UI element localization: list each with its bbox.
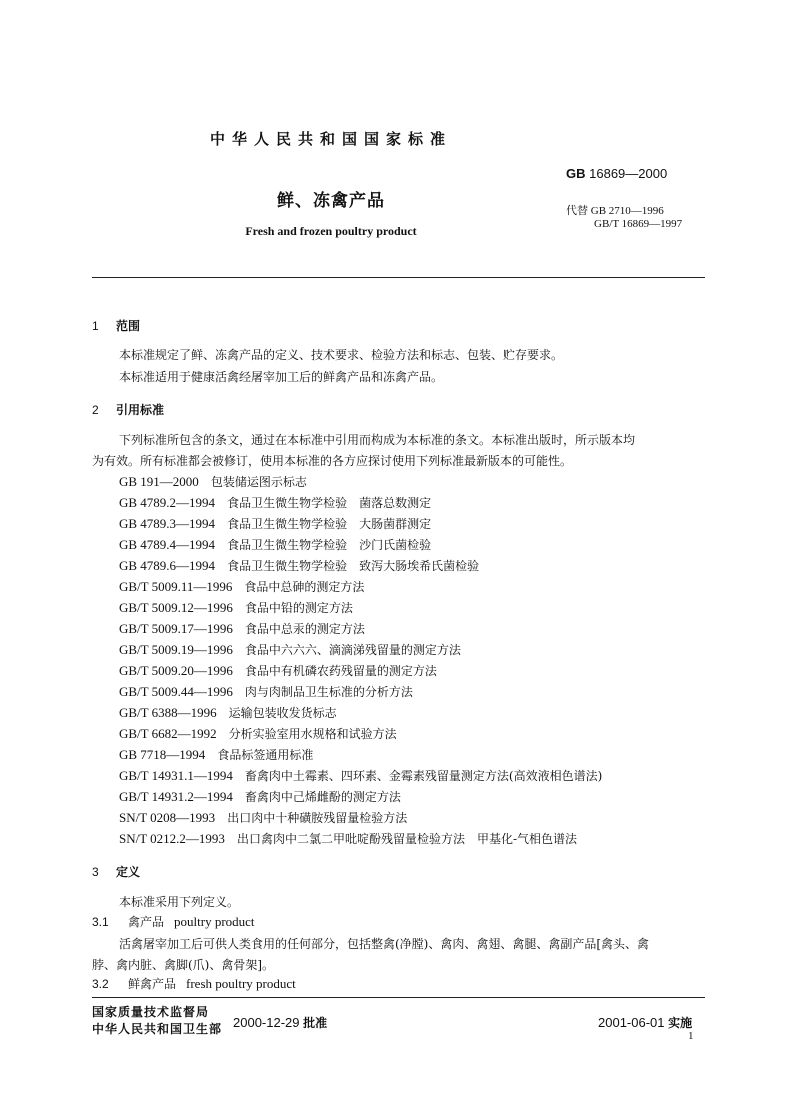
reference-code: GB/T 14931.2—1994: [119, 789, 233, 804]
reference-code: GB 4789.2—1994: [119, 495, 216, 510]
reference-code: SN/T 0212.2—1993: [119, 831, 225, 846]
reference-code: GB/T 6388—1996: [119, 705, 217, 720]
standard-prefix: GB: [566, 166, 586, 181]
reference-item: [119, 746, 313, 763]
definition-heading: [92, 913, 255, 930]
implementation-date: [598, 1014, 692, 1031]
reference-code: GB/T 5009.11—1996: [119, 579, 233, 594]
implementation-label: 实施: [668, 1016, 693, 1030]
section-title: 范围: [116, 319, 141, 333]
reference-title: 食品卫生微生物学检验 致泻大肠埃希氏菌检验: [227, 559, 480, 573]
reference-title: 出口禽肉中二氯二甲吡啶酚残留量检验方法 甲基化-气相色谱法: [236, 832, 577, 846]
definition-term-zh: 禽产品: [128, 915, 165, 929]
reference-item: [119, 494, 431, 511]
approval-date: [233, 1014, 327, 1031]
reference-code: SN/T 0208—1993: [119, 810, 216, 825]
reference-code: GB/T 5009.20—1996: [119, 663, 233, 678]
reference-title: 食品中总汞的测定方法: [244, 622, 365, 636]
definition-number: 3.1: [92, 915, 109, 929]
header-divider: [92, 277, 705, 278]
document-title-en: Fresh and frozen poultry product: [245, 224, 417, 238]
approval-label: 批准: [303, 1016, 328, 1030]
reference-code: GB/T 6682—1992: [119, 726, 217, 741]
reference-code: GB 4789.4—1994: [119, 537, 216, 552]
reference-item: [119, 830, 577, 847]
footer-divider: [92, 997, 705, 998]
replaces-line-1: 代替 GB 2710—1996: [566, 205, 664, 217]
reference-item: [119, 641, 461, 658]
page-number: 1: [688, 1030, 694, 1042]
reference-item: [119, 662, 437, 679]
reference-code: GB/T 5009.19—1996: [119, 642, 233, 657]
reference-title: 畜禽肉中土霉素、四环素、金霉素残留量测定方法(高效液相色谱法): [244, 769, 603, 783]
reference-code: GB 4789.3—1994: [119, 516, 216, 531]
org-line: 国家质量技术监督局: [92, 1005, 210, 1019]
reference-title: 肉与肉制品卫生标准的分析方法: [244, 685, 413, 699]
reference-title: 食品卫生微生物学检验 菌落总数测定: [227, 496, 432, 510]
reference-item: [119, 767, 602, 784]
reference-item: [119, 578, 364, 595]
paragraph-line: 为有效。所有标准都会被修订，使用本标准的各方应探讨使用下列标准最新版本的可能性。: [92, 454, 573, 468]
reference-code: GB 191—2000: [119, 474, 199, 489]
reference-item: [119, 788, 401, 805]
reference-item: [119, 683, 413, 700]
section-heading-references: [92, 401, 164, 418]
implementation-date-value: 2001-06-01: [598, 1015, 665, 1030]
paragraph: 本标准适用于健康活禽经屠宰加工后的鲜禽产品和冻禽产品。: [119, 370, 444, 384]
section-heading-definitions: [92, 863, 140, 880]
reference-code: GB/T 5009.12—1996: [119, 600, 233, 615]
definition-term-en: poultry product: [174, 914, 255, 929]
reference-item: [119, 599, 353, 616]
paragraph-line: 脖、禽内脏、禽脚(爪)、禽骨架]。: [92, 958, 275, 972]
reference-code: GB 4789.6—1994: [119, 558, 216, 573]
reference-title: 食品中铅的测定方法: [244, 601, 353, 615]
reference-item: [119, 557, 479, 574]
reference-item: [119, 620, 365, 637]
paragraph-line: 下列标准所包含的条文，通过在本标准中引用而构成为本标准的条文。本标准出版时，所示版本均: [119, 433, 636, 447]
section-number: 1: [92, 319, 99, 333]
reference-title: 食品标签通用标准: [217, 748, 314, 762]
reference-title: 食品卫生微生物学检验 大肠菌群测定: [227, 517, 432, 531]
definition-term-en: fresh poultry product: [186, 976, 296, 991]
reference-item: [119, 515, 431, 532]
paragraph: 本标准采用下列定义。: [119, 895, 240, 909]
reference-item: [119, 473, 307, 490]
reference-code: GB/T 5009.17—1996: [119, 621, 233, 636]
reference-item: [119, 725, 397, 742]
section-title: 引用标准: [116, 403, 165, 417]
reference-code: GB/T 5009.44—1996: [119, 684, 233, 699]
section-number: 3: [92, 865, 99, 879]
approval-date-value: 2000-12-29: [233, 1015, 300, 1030]
reference-title: 食品卫生微生物学检验 沙门氏菌检验: [227, 538, 432, 552]
reference-title: 食品中有机磷农药残留量的测定方法: [244, 664, 437, 678]
reference-title: 食品中总砷的测定方法: [244, 580, 365, 594]
definition-number: 3.2: [92, 977, 109, 991]
reference-item: [119, 536, 431, 553]
reference-title: 出口肉中十种磺胺残留量检验方法: [227, 811, 408, 825]
reference-item: [119, 809, 407, 826]
section-number: 2: [92, 403, 99, 417]
section-title: 定义: [116, 865, 141, 879]
replaces-line-2: GB/T 16869—1997: [594, 218, 683, 230]
reference-title: 畜禽肉中己烯雌酚的测定方法: [244, 790, 401, 804]
org-line: 中华人民共和国卫生部: [92, 1022, 223, 1036]
reference-title: 分析实验室用水规格和试验方法: [228, 727, 397, 741]
national-standard-heading: 中华人民共和国国家标准: [209, 130, 452, 148]
definition-term-zh: 鲜禽产品: [128, 977, 177, 991]
section-heading-scope: [92, 317, 140, 334]
reference-title: 食品中六六六、滴滴涕残留量的测定方法: [244, 643, 461, 657]
definition-heading: [92, 975, 296, 992]
paragraph: 本标准规定了鲜、冻禽产品的定义、技术要求、检验方法和标志、包装、贮存要求。: [119, 348, 564, 362]
reference-code: GB 7718—1994: [119, 747, 206, 762]
issuing-organizations: [92, 1004, 222, 1038]
standard-number: [566, 166, 667, 181]
reference-code: GB/T 14931.1—1994: [119, 768, 233, 783]
document-title-zh: 鲜、冻禽产品: [277, 191, 385, 211]
reference-item: [119, 704, 337, 721]
reference-title: 包装储运图示标志: [210, 475, 307, 489]
reference-title: 运输包装收发货标志: [228, 706, 337, 720]
standard-number-value: 16869—2000: [589, 166, 668, 181]
paragraph-line: 活禽屠宰加工后可供人类食用的任何部分，包括整禽(净膛)、禽肉、禽翅、禽腿、禽副产品[禽头、禽: [119, 937, 650, 951]
